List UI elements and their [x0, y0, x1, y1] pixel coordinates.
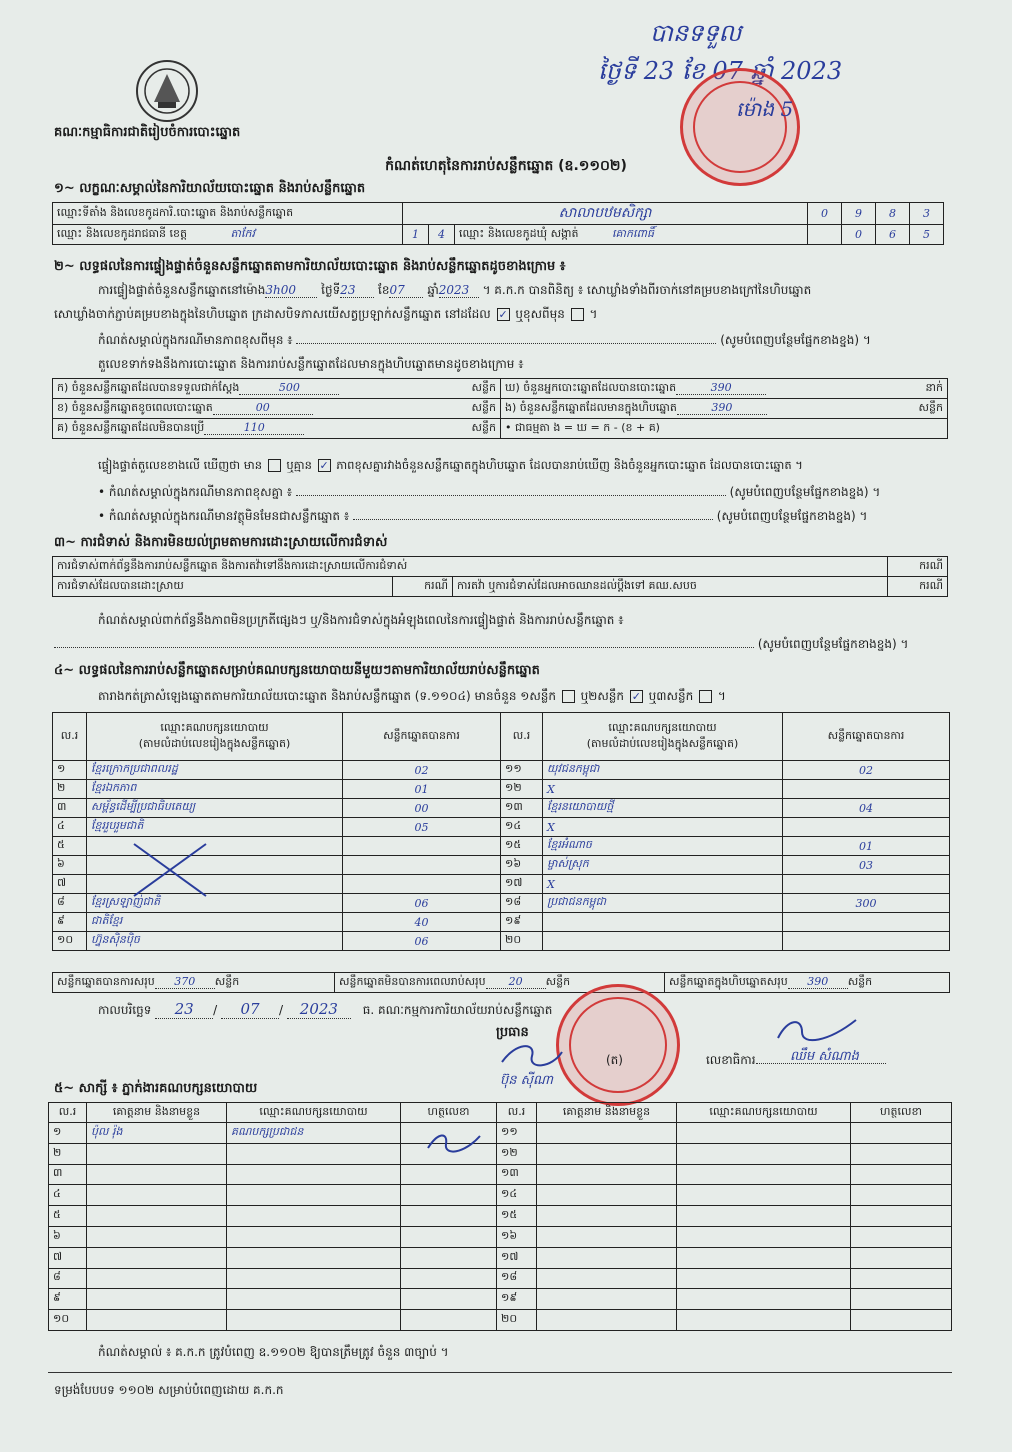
- seal-mark: (ត): [606, 1053, 623, 1067]
- s2-line1-b: ថ្ងៃទី: [321, 283, 341, 297]
- col-party-left: ឈ្មោះគណបក្សនយោបាយ: [160, 720, 269, 734]
- w-col-party-left: ឈ្មោះគណបក្សនយោបាយ: [227, 1103, 401, 1123]
- diff-none-text: ឬគ្មាន: [286, 458, 312, 472]
- witness-name: [537, 1268, 677, 1289]
- witness-sign: [851, 1143, 952, 1164]
- s2-line3: [98, 332, 948, 350]
- result-party: ជាតិខ្មែរ: [87, 913, 343, 932]
- witness-name: [537, 1247, 677, 1268]
- witness-no: ៥: [49, 1206, 87, 1227]
- witness-name: [537, 1226, 677, 1247]
- footer-line: [48, 1372, 952, 1373]
- witness-sign: [401, 1164, 497, 1185]
- witness-name: [537, 1185, 677, 1206]
- row-c-unit: សន្លឹក: [471, 420, 496, 434]
- formula-note: • ជាធម្មតា ង = ឃ = ក - (ខ + គ): [501, 419, 948, 439]
- received-time: ម៉ោង 5: [736, 97, 794, 121]
- witness-sign: [401, 1247, 497, 1268]
- s3-r2b-label: ការតវ៉ា ឬការជំទាស់ដែលអាចឈានដល់ប្តឹងទៅ គឈ.សបច: [453, 577, 888, 597]
- two-sheet-checkbox[interactable]: ✓: [631, 690, 641, 703]
- result-votes: [783, 818, 950, 837]
- result-no: ១៣: [501, 799, 543, 818]
- witness-party: [227, 1289, 401, 1310]
- witness-party: [677, 1185, 851, 1206]
- s3-note: កំណត់សម្គាល់ពាក់ព័ន្ធនឹងភាពមិនប្រក្រតីផ្សេងៗ ឬ/និងការជំទាស់ក្នុងអំឡុងពេលនៃការផ្ទៀងផ្ទាត់ និងការរាប់សន្លឹកឆ្នោត ៖: [98, 613, 624, 627]
- result-no: ១៥: [501, 837, 543, 856]
- witness-sign: [851, 1247, 952, 1268]
- s1-row2-value: តាកែវ: [230, 226, 255, 240]
- witness-sign: [851, 1185, 952, 1206]
- witness-party: [677, 1164, 851, 1185]
- result-votes: 00: [343, 799, 501, 818]
- witness-no: ១៨: [497, 1268, 537, 1289]
- result-votes: 03: [783, 856, 950, 875]
- result-no: ១២: [501, 780, 543, 799]
- bullet2-note: (សូមបំពេញបន្ថែមផ្នែកខាងខ្នង) ។: [716, 509, 868, 523]
- witness-name: [87, 1268, 227, 1289]
- result-votes: 02: [783, 761, 950, 780]
- witness-sign: [401, 1226, 497, 1247]
- results-table: [52, 712, 950, 951]
- result-no: ៩: [53, 913, 87, 932]
- row-b-value: 00: [213, 401, 313, 415]
- table-row: [49, 1185, 952, 1206]
- w-col-name-left: គោត្តនាម និងនាមខ្លួន: [87, 1103, 227, 1123]
- total-box-unit: សន្លឹក: [847, 974, 873, 988]
- witness-sign: [851, 1226, 952, 1247]
- s2-diff-line: [98, 458, 958, 475]
- date-month: 07: [221, 1000, 279, 1019]
- changed-checkbox[interactable]: [571, 308, 584, 321]
- result-party: ខ្មែរអំណាច: [543, 837, 783, 856]
- org-name: គណៈកម្មាធិការជាតិរៀបចំការបោះឆ្នោត: [54, 125, 241, 140]
- witness-name: [537, 1289, 677, 1310]
- witness-party: [677, 1206, 851, 1227]
- table-row: [53, 761, 950, 780]
- s3-note-line: [54, 636, 948, 654]
- official-seal-bottom: [556, 984, 680, 1106]
- witness-name: [87, 1310, 227, 1331]
- section-1-heading: ១~ លក្ខណៈសម្គាល់នៃការិយាល័យបោះឆ្នោត និងរាប់សន្លឹកឆ្នោត: [54, 181, 366, 196]
- s3-dots: [54, 647, 754, 648]
- table-row: [53, 913, 950, 932]
- date-day: 23: [155, 1000, 213, 1019]
- witness-party: [677, 1268, 851, 1289]
- witness-sign: [401, 1206, 497, 1227]
- col-party-sub-right: (តាមលំដាប់លេខរៀងក្នុងសន្លឹកឆ្នោត): [586, 736, 739, 750]
- bullet2-dots: [353, 519, 713, 520]
- total-invalid-label: សន្លឹកឆ្នោតមិនបានការពេលរាប់សរុប: [339, 974, 486, 988]
- witness-party: [227, 1226, 401, 1247]
- w-col-name-right: គោត្តនាម និងនាមខ្លួន: [537, 1103, 677, 1123]
- total-valid-label: សន្លឹកឆ្នោតបានការសរុប: [57, 974, 155, 988]
- witness-no: ១៦: [497, 1226, 537, 1247]
- witness-no: ២០: [497, 1310, 537, 1331]
- total-invalid-value: 20: [486, 975, 546, 989]
- result-no: ១០: [53, 932, 87, 951]
- row-d-unit: នាក់: [925, 380, 943, 394]
- col-party-right: ឈ្មោះគណបក្សនយោបាយ: [608, 720, 717, 734]
- result-no: ២០: [501, 932, 543, 951]
- row-b-label: ខ) ចំនួនសន្លឹកឆ្នោតខូចពេលបោះឆ្នោត: [57, 400, 213, 414]
- total-invalid-unit: សន្លឹក: [545, 974, 571, 988]
- cross-out-mark: [130, 840, 210, 900]
- result-votes: 02: [343, 761, 501, 780]
- result-votes: 06: [343, 894, 501, 913]
- table-row: [49, 1289, 952, 1310]
- col-party-sub-left: (តាមលំដាប់លេខរៀងក្នុងសន្លឹកឆ្នោត): [138, 736, 291, 750]
- witness-no: ៦: [49, 1226, 87, 1247]
- s1-prov-code-1: 1: [403, 225, 429, 245]
- result-votes: 06: [343, 932, 501, 951]
- result-party: ប្រជាជនកម្ពុជា: [543, 894, 783, 913]
- row-e-label: ង) ចំនួនសន្លឹកឆ្នោតដែលមានក្នុងហិបឆ្នោត: [505, 400, 677, 414]
- result-no: ១៤: [501, 818, 543, 837]
- result-no: ១៦: [501, 856, 543, 875]
- s1-commune-code-2: 6: [876, 225, 910, 245]
- row-c-label: គ) ចំនួនសន្លឹកឆ្នោតដែលមិនបានប្រើ: [57, 420, 205, 434]
- witness-no: ៣: [49, 1164, 87, 1185]
- row-c-value: 110: [204, 421, 304, 435]
- w-col-no-right: ល.រ: [497, 1103, 537, 1123]
- table-row: [53, 818, 950, 837]
- s4-intro: [98, 688, 726, 706]
- result-no: ១៩: [501, 913, 543, 932]
- witness-name: [87, 1206, 227, 1227]
- row-d-value: 390: [676, 381, 766, 395]
- witness-name: [537, 1123, 677, 1144]
- table-row: [49, 1310, 952, 1331]
- bullet1-text: • កំណត់សម្គាល់ក្នុងករណីមានភាពខុសគ្នា ៖: [98, 485, 293, 499]
- s5-note: កំណត់សម្គាល់ ៖ គ.ក.ក ត្រូវបំពេញ ឧ.១១០២ ឱ្យបានត្រឹមត្រូវ ចំនួន ៣ច្បាប់ ។: [98, 1345, 449, 1359]
- witness-no: ៤: [49, 1185, 87, 1206]
- witness-no: ១: [49, 1123, 87, 1144]
- result-party: X: [543, 780, 783, 799]
- s2-bullet2: [98, 508, 948, 526]
- nec-emblem-icon: [132, 58, 202, 124]
- col-no-right: ល.រ: [501, 713, 543, 761]
- witness-no: ១៧: [497, 1247, 537, 1268]
- table-row: [53, 799, 950, 818]
- witness-party: [227, 1268, 401, 1289]
- s1-row2-label: ឈ្មោះ និងលេខកូដរាជធានី ខេត្ត: [57, 226, 187, 240]
- witness-no: ១៥: [497, 1206, 537, 1227]
- bullet2-text: • កំណត់សម្គាល់ក្នុងករណីមានវត្ថុមិនមែនជាសន្លឹកឆ្នោត ៖: [98, 509, 350, 523]
- result-no: ៥: [53, 837, 87, 856]
- witness-name: [87, 1289, 227, 1310]
- result-party: [87, 837, 343, 856]
- row-b-unit: សន្លឹក: [471, 400, 496, 414]
- s2-line2: [54, 306, 597, 324]
- result-votes: [783, 875, 950, 894]
- result-no: ៣: [53, 799, 87, 818]
- s2-time: 3h00: [265, 283, 317, 298]
- result-votes: 01: [343, 780, 501, 799]
- row-e-value: 390: [677, 401, 767, 415]
- result-party: ខ្មែរនយោបាយថ្មី: [543, 799, 783, 818]
- witness-table: [48, 1102, 952, 1331]
- result-party: សម្ព័ន្ធដើម្បីប្រជាធិបតេយ្យ: [87, 799, 343, 818]
- witness-name: [537, 1143, 677, 1164]
- witness-sign: [851, 1206, 952, 1227]
- result-votes: 40: [343, 913, 501, 932]
- result-party: ខ្មែររួបរួមជាតិ: [87, 818, 343, 837]
- table-row: [49, 1226, 952, 1247]
- s4-opt2: ឬ២សន្លឹក: [580, 689, 625, 703]
- witness-party: [227, 1143, 401, 1164]
- witness-no: ៧: [49, 1247, 87, 1268]
- result-party: ខ្មែរស្រឡាញ់ជាតិ: [87, 894, 343, 913]
- s2-line1-e: ។ គ.ក.ក បានពិនិត្យ ៖ សោឃ្លាំងទាំងពីរចាក់នៅគម្របខាងក្រៅនៃហិបឆ្នោត: [482, 283, 812, 297]
- row-a-value: 500: [239, 381, 339, 395]
- s1-commune-code-1: 0: [842, 225, 876, 245]
- section-2-heading: ២~ លទ្ធផលនៃការផ្ទៀងផ្ទាត់ចំនួនសន្លឹកឆ្នោតតាមការិយាល័យបោះឆ្នោត និងរាប់សន្លឹកឆ្នោតដូចខាងក្រោម ៖: [54, 259, 566, 274]
- witness-sign: [401, 1268, 497, 1289]
- table-row: [49, 1164, 952, 1185]
- result-votes: [783, 932, 950, 951]
- s2-line1: [98, 282, 958, 300]
- totals-table: [52, 972, 950, 993]
- witness-party: [677, 1289, 851, 1310]
- s4-end: ។: [717, 689, 726, 703]
- s1-row1-value: សាលាបឋមសិក្សា: [403, 203, 808, 225]
- result-votes: 01: [783, 837, 950, 856]
- witness-name: [537, 1164, 677, 1185]
- total-valid-value: 370: [155, 975, 215, 989]
- result-party: [87, 856, 343, 875]
- result-no: ៧: [53, 875, 87, 894]
- one-sheet-checkbox[interactable]: [562, 690, 575, 703]
- result-party: [87, 875, 343, 894]
- diff-rest-text: ភាពខុសគ្នារវាងចំនួនសន្លឹកឆ្នោតក្នុងហិបឆ្នោត ដែលបានរាប់ឃើញ និងចំនួនអ្នកបោះឆ្នោត ដែលបានបោះឆ្នោត ។: [336, 458, 803, 472]
- s1-prov-code-2: 4: [429, 225, 455, 245]
- s2-line2-end: ។: [589, 307, 598, 321]
- section-1-table: [52, 202, 944, 245]
- table-row: [49, 1247, 952, 1268]
- s2-line1-d: ឆ្នាំ: [427, 283, 439, 297]
- witness-party: [677, 1123, 851, 1144]
- s1-row2-value-b: គោកពោធិ៍: [612, 226, 654, 240]
- total-box-value: 390: [788, 975, 848, 989]
- result-party: X: [543, 818, 783, 837]
- witness-no: ១៤: [497, 1185, 537, 1206]
- s3-r1-unit: ករណី: [888, 557, 948, 577]
- s2-line3-text: កំណត់សម្គាល់ក្នុងករណីមានភាពខុសពីមុន ៖: [98, 333, 293, 347]
- same-checkbox[interactable]: ✓: [498, 308, 508, 321]
- section-2-table: [52, 378, 948, 439]
- witness-party: [677, 1247, 851, 1268]
- result-no: ៤: [53, 818, 87, 837]
- s1-code-1: 0: [808, 203, 842, 225]
- section-4-heading: ៤~ លទ្ធផលនៃការរាប់សន្លឹកឆ្នោតសម្រាប់គណបក្សនយោបាយនីមួយៗតាមការិយាល័យរាប់សន្លឹកឆ្នោត: [54, 663, 540, 678]
- witness-no: ៨: [49, 1268, 87, 1289]
- s4-intro-text: តារាងកត់ត្រាសំឡេងឆ្នោតតាមការិយាល័យបោះឆ្នោត និងរាប់សន្លឹកឆ្នោត (ទ.១១០៤) មានចំនួន ១សន្លឹក: [98, 689, 556, 703]
- s3-r1-label: ការជំទាស់ពាក់ព័ន្ធនឹងការរាប់សន្លឹកឆ្នោត និងការតវ៉ាទៅនឹងការដោះស្រាយលើការជំទាស់: [53, 557, 888, 577]
- witness-no: ១១: [497, 1123, 537, 1144]
- witness-sign: [851, 1123, 952, 1144]
- secretary-name: ឈឹម សំណាង: [790, 1049, 859, 1064]
- table-row: [49, 1206, 952, 1227]
- received-note: បានទទួល: [650, 19, 742, 47]
- result-votes: [343, 837, 501, 856]
- w-col-sign-right: ហត្ថលេខា: [851, 1103, 952, 1123]
- w-col-party-right: ឈ្មោះគណបក្សនយោបាយ: [677, 1103, 851, 1123]
- total-valid-unit: សន្លឹក: [214, 974, 240, 988]
- result-party: X: [543, 875, 783, 894]
- s2-month: 07: [389, 283, 423, 298]
- s1-row2-label-b: ឈ្មោះ និងលេខកូដឃុំ សង្កាត់: [459, 226, 579, 240]
- witness-sign: [401, 1185, 497, 1206]
- s3-r2a-label: ការជំទាស់ដែលបានដោះស្រាយ: [53, 577, 393, 597]
- witness-party: [227, 1247, 401, 1268]
- result-votes: [343, 856, 501, 875]
- col-votes-right: សន្លឹកឆ្នោតបានការ: [783, 713, 950, 761]
- witness-no: ១០: [49, 1310, 87, 1331]
- chair-name: ប៊ុន ស៊ីណា: [500, 1073, 554, 1088]
- witness-no: ២: [49, 1143, 87, 1164]
- date-year: 2023: [287, 1000, 351, 1019]
- witness-signature: [424, 1130, 484, 1156]
- result-votes: 04: [783, 799, 950, 818]
- row-e-unit: សន្លឹក: [918, 400, 943, 414]
- table-row: [49, 1143, 952, 1164]
- witness-sign: [851, 1164, 952, 1185]
- witness-sign: [401, 1289, 497, 1310]
- s3-r2a-unit: ករណី: [393, 577, 453, 597]
- s2-line3-dots: [296, 343, 716, 344]
- witness-no: ១៣: [497, 1164, 537, 1185]
- result-party: ហ្វ៊ុនស៊ិនប៉ិច: [87, 932, 343, 951]
- result-no: ៨: [53, 894, 87, 913]
- w-col-no-left: ល.រ: [49, 1103, 87, 1123]
- result-no: ១១: [501, 761, 543, 780]
- section-5-heading: ៥~ សាក្សី ៖ ភ្នាក់ងារគណបក្សនយោបាយ: [54, 1081, 258, 1096]
- row-a-unit: សន្លឹក: [471, 380, 496, 394]
- committee-text: ធ. គណៈកម្មការការិយាល័យរាប់សន្លឹកឆ្នោត: [362, 1003, 553, 1017]
- result-no: ១៨: [501, 894, 543, 913]
- witness-party: [227, 1164, 401, 1185]
- s2-line1-c: ខែ: [378, 283, 390, 297]
- witness-sign: [851, 1289, 952, 1310]
- witness-party: [677, 1226, 851, 1247]
- s4-opt3: ឬ៣សន្លឹក: [648, 689, 694, 703]
- witness-sign: [401, 1310, 497, 1331]
- result-votes: [343, 875, 501, 894]
- witness-party: [677, 1143, 851, 1164]
- s2-line2-a: សោឃ្លាំងចាក់ភ្ជាប់គម្របខាងក្នុងនៃហិបឆ្នោត ក្រដាសបិទភាសយើសត្វប្រឡាក់សន្លឹកឆ្នោត នៅដដែល: [54, 307, 491, 321]
- date-label: កាលបរិច្ឆេទ: [98, 1003, 152, 1017]
- three-sheet-checkbox[interactable]: [699, 690, 712, 703]
- s2-fill-note: (សូមបំពេញបន្ថែមផ្នែកខាងខ្នង) ។: [720, 333, 871, 347]
- witness-name: ប៉ុល រ៉ុង: [87, 1123, 227, 1144]
- witness-sign: [851, 1310, 952, 1331]
- bullet1-note: (សូមបំពេញបន្ថែមផ្នែកខាងខ្នង) ។: [729, 485, 881, 499]
- table-row: [49, 1268, 952, 1289]
- s2-line1-a: ការផ្ទៀងផ្ទាត់ចំនួនសន្លឹកឆ្នោតនៅម៉ោង: [98, 283, 266, 297]
- witness-name: [87, 1247, 227, 1268]
- witness-no: ៩: [49, 1289, 87, 1310]
- witness-party: [227, 1185, 401, 1206]
- result-no: ១៧: [501, 875, 543, 894]
- result-party: [543, 932, 783, 951]
- s3-r2b-unit: ករណី: [888, 577, 948, 597]
- page-title: កំណត់ហេតុនៃការរាប់សន្លឹកឆ្នោត (ឧ.១១០២): [385, 158, 627, 174]
- total-box-label: សន្លឹកឆ្នោតក្នុងហិបឆ្នោតសរុប: [669, 974, 788, 988]
- result-party: ខ្មែរក្រោកប្រជាពលរដ្ឋ: [87, 761, 343, 780]
- footer-text: ទម្រង់បែបបទ ១១០២ សម្រាប់បំពេញដោយ គ.ក.ក: [54, 1383, 284, 1397]
- section-3-heading: ៣~ ការជំទាស់ និងការមិនយល់ព្រមតាមការដោះស្រាយលើការជំទាស់: [54, 535, 388, 550]
- witness-party: គណបក្សប្រជាជន: [227, 1123, 401, 1144]
- s1-code-4: 3: [910, 203, 944, 225]
- result-party: យុវជនកម្ពុជា: [543, 761, 783, 780]
- secretary-signature: [772, 1012, 862, 1048]
- table-row: [53, 932, 950, 951]
- witness-name: [87, 1226, 227, 1247]
- table-row: [53, 780, 950, 799]
- s1-code-3: 8: [876, 203, 910, 225]
- row-d-label: ឃ) ចំនួនអ្នកបោះឆ្នោតដែលបានបោះឆ្នោត: [505, 380, 677, 394]
- result-votes: 05: [343, 818, 501, 837]
- s3-fill-note: (សូមបំពេញបន្ថែមផ្នែកខាងខ្នង) ។: [757, 637, 909, 651]
- witness-name: [537, 1206, 677, 1227]
- chair-label: ប្រធាន: [496, 1025, 529, 1040]
- result-party: ខ្មែរឯកភាព: [87, 780, 343, 799]
- diff-yes-checkbox[interactable]: [268, 459, 281, 472]
- col-no-left: ល.រ: [53, 713, 87, 761]
- secretary-text: លេខាធិការ: [706, 1053, 756, 1067]
- result-no: ១: [53, 761, 87, 780]
- s1-code-2: 9: [842, 203, 876, 225]
- witness-party: [227, 1310, 401, 1331]
- diff-no-checkbox[interactable]: ✓: [319, 459, 329, 472]
- witness-name: [87, 1143, 227, 1164]
- s2-day: 23: [340, 283, 374, 298]
- s1-commune-code-3: 5: [910, 225, 944, 245]
- witness-party: [677, 1310, 851, 1331]
- witness-name: [87, 1185, 227, 1206]
- witness-no: ១៩: [497, 1289, 537, 1310]
- table-row: [49, 1123, 952, 1144]
- s2-year: 2023: [439, 283, 479, 298]
- received-date: ថ្ងៃទី 23 ខែ 07 ឆ្នាំ 2023: [598, 57, 843, 85]
- bullet1-dots: [296, 495, 726, 496]
- witness-name: [87, 1164, 227, 1185]
- result-votes: [783, 913, 950, 932]
- chair-signature: [496, 1040, 566, 1070]
- s2-bullet1: [98, 484, 948, 502]
- result-no: ២: [53, 780, 87, 799]
- row-a-label: ក) ចំនួនសន្លឹកឆ្នោតដែលបានទទួលជាក់ស្តែង: [57, 380, 240, 394]
- result-votes: 300: [783, 894, 950, 913]
- w-col-sign-left: ហត្ថលេខា: [401, 1103, 497, 1123]
- result-no: ៦: [53, 856, 87, 875]
- result-votes: [783, 780, 950, 799]
- s4-date-line: កាលបរិច្ឆេទ 23 / 07 / 2023 ធ. គណៈកម្មការការិយាល័យរាប់សន្លឹកឆ្នោត: [98, 1000, 553, 1018]
- s2-line4: តួលេខទាក់ទងនឹងការបោះឆ្នោត និងការរាប់សន្លឹកឆ្នោតដែលមានក្នុងហិបឆ្នោតមានដូចខាងក្រោម ៖: [98, 357, 524, 371]
- witness-no: ១២: [497, 1143, 537, 1164]
- witness-sign: [851, 1268, 952, 1289]
- witness-party: [227, 1206, 401, 1227]
- result-party: ម្ចាស់ស្រុក: [543, 856, 783, 875]
- section-3-table: [52, 556, 948, 597]
- col-votes-left: សន្លឹកឆ្នោតបានការ: [343, 713, 501, 761]
- diff-text: ផ្ទៀងផ្ទាត់តួលេខខាងលើ ឃើញថា មាន: [98, 458, 263, 472]
- s2-line2-opt1: ឬខុសពីមុន: [515, 307, 565, 321]
- s1-row1-label: ឈ្មោះទីតាំង និងលេខកូដការិ.បោះឆ្នោត និងរាប់សន្លឹកឆ្នោត: [53, 203, 403, 225]
- witness-name: [537, 1310, 677, 1331]
- result-party: [543, 913, 783, 932]
